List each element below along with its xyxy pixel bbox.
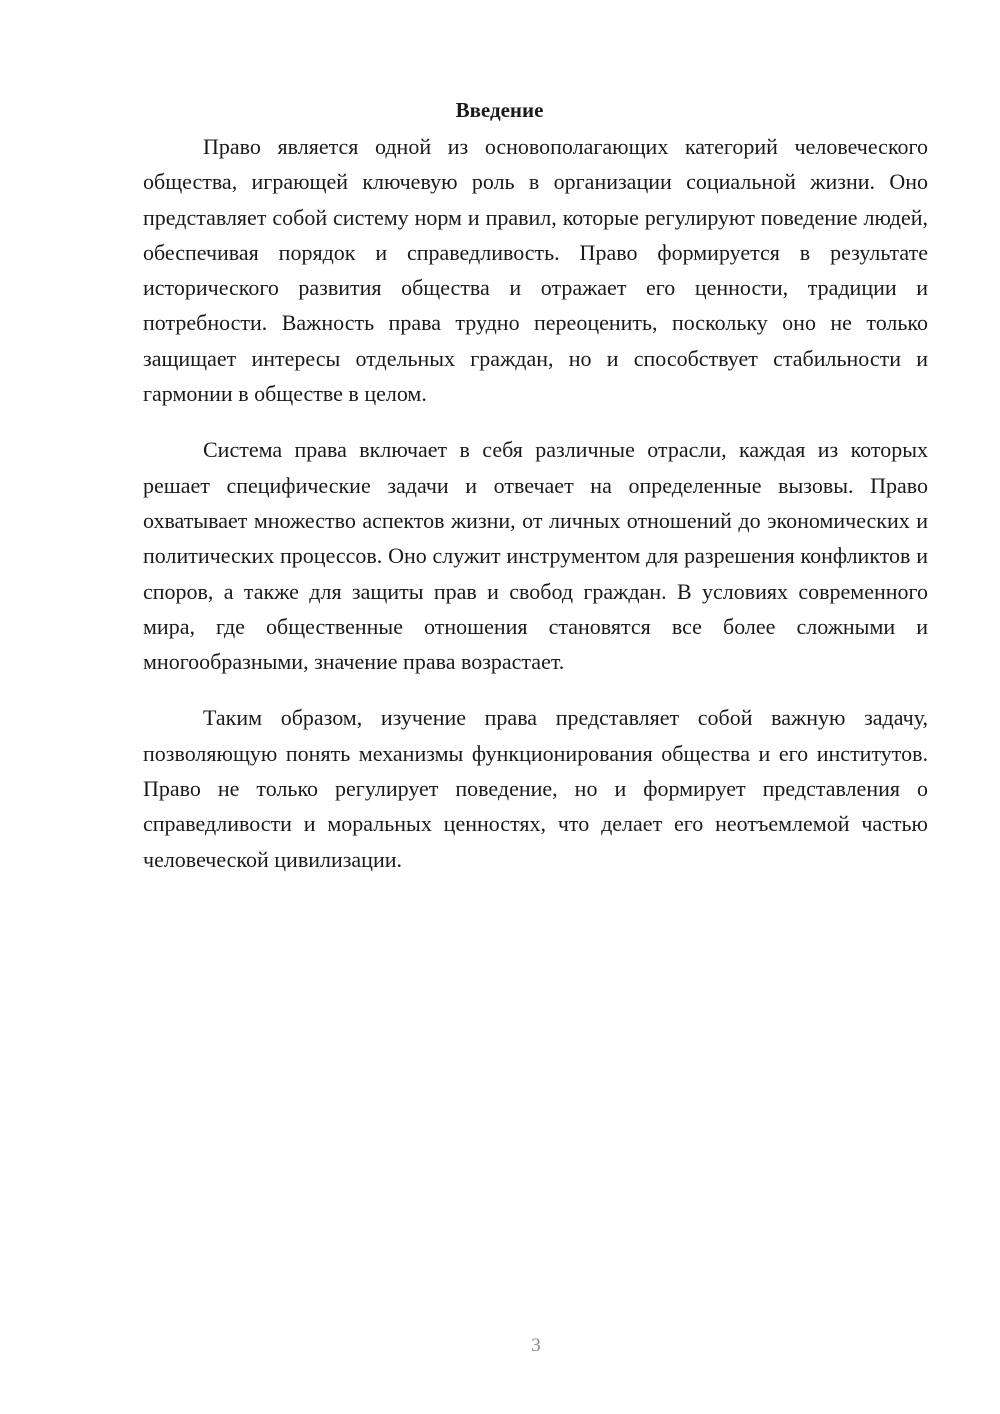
page-content: [143, 95, 928, 877]
paragraph-1: Право является одной из основополагающих категорий человеческого общества, играющей ключевую роль в организации социальной жизни. Оно представляет собой систему норм и правил, которые регулируют поведение людей, обеспечивая порядок и справедливость. Право формируется в результате исторического развития общества и отражает его ценности, традиции и потребности. Важность права трудно переоценить, поскольку оно не только защищает интересы отдельных граждан, но и способствует стабильности и гармонии в обществе в целом.: [143, 134, 928, 407]
paragraph-2: Система права включает в себя различные отрасли, каждая из которых решает специфические задачи и отвечает на определенные вызовы. Право охватывает множество аспектов жизни, от личных отношений до экономических и политических процессов. Оно служит инструментом для разрешения конфликтов и споров, а также для защиты прав и свобод граждан. В условиях современного мира, где общественные отношения становятся все более сложными и многообразными, значение права возрастает.: [143, 437, 928, 675]
paragraph-3: Таким образом, изучение права представляет собой важную задачу, позволяющую понять механизмы функционирования общества и его институтов. Право не только регулирует поведение, но и формирует представления о справедливости и моральных ценностях, что делает его неотъемлемой частью человеческой цивилизации.: [143, 705, 928, 872]
page-number: 3: [531, 1335, 541, 1356]
section-heading: Введение: [455, 98, 544, 122]
